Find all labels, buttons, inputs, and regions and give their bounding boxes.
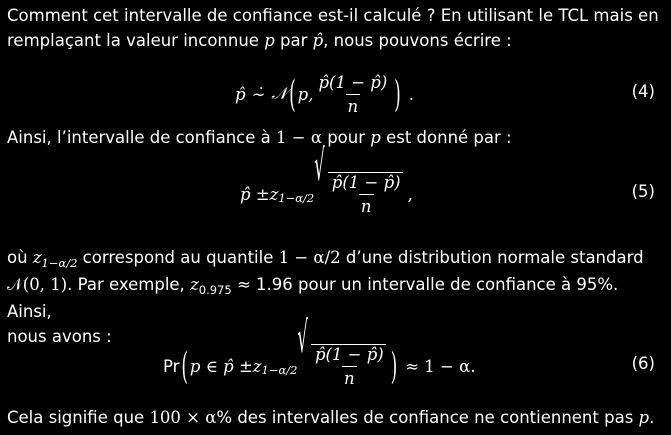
normal-dist-expr: 𝒩(0, 1) xyxy=(7,275,68,294)
eq4-numerator: p̂(1 − p̂) xyxy=(318,72,388,92)
quantile-text-b: correspond au quantile xyxy=(77,248,279,267)
var-p-2: p xyxy=(370,128,381,147)
eq6-inner: p ∈ p̂ ± xyxy=(189,356,253,376)
intro-text-b: par xyxy=(274,31,313,50)
eq4-arg1: p, xyxy=(297,84,314,104)
conclusion-paragraph xyxy=(7,405,662,430)
intro-line-2 xyxy=(7,28,662,53)
eq4-relation: ∼̇ xyxy=(251,84,266,104)
conclusion-expr: 100 × α xyxy=(149,408,217,427)
intro-line-1: Comment cet intervalle de confiance est-il calculé ? En utilisant le TCL mais en xyxy=(7,6,659,25)
eq5-z: z xyxy=(269,184,279,204)
intro-text-c: , nous pouvons écrire : xyxy=(323,31,512,50)
quantile-line-3: nous avons : xyxy=(7,327,112,346)
eq6-z-subscript: 1−α/2 xyxy=(261,363,298,377)
equation-5-body xyxy=(240,140,413,222)
eq4-tail: . xyxy=(408,84,414,104)
eq6-sqrt xyxy=(297,312,388,388)
quantile-text-c: d’une distribution normale standard xyxy=(340,248,644,267)
eq5-lhs: p̂ ± xyxy=(240,184,270,204)
quantile-expr: 1 − α/2 xyxy=(278,248,341,267)
conclusion-text-c: . xyxy=(649,408,655,427)
eq5-tail: , xyxy=(407,184,413,204)
interval-expr: 1 − α xyxy=(276,128,322,147)
eq6-fraction xyxy=(311,344,386,388)
var-p-3: p xyxy=(638,408,650,427)
eq4-fraction xyxy=(316,73,389,116)
conclusion-text-a: Cela signifie que xyxy=(7,408,150,427)
eq5-z-subscript: 1−α/2 xyxy=(278,191,315,205)
eq4-normal-symbol: 𝒩 xyxy=(271,84,288,103)
equation-4-body xyxy=(235,66,414,122)
intro-paragraph xyxy=(7,3,662,53)
eq6-tail: ≈ 1 − α. xyxy=(405,356,476,376)
quantile-z2-subscript: 0.975 xyxy=(198,283,232,297)
interval-text-b: pour xyxy=(321,128,371,147)
eq6-numerator: p̂(1 − p̂) xyxy=(314,345,384,364)
eq4-denominator: n xyxy=(346,94,361,116)
eq5-numerator: p̂(1 − p̂) xyxy=(331,173,401,192)
eq6-denominator: n xyxy=(342,366,357,388)
quantile-z-subscript: 1−α/2 xyxy=(41,256,78,270)
eq4-number: (4) xyxy=(631,82,655,101)
quantile-line-2 xyxy=(7,272,662,324)
quantile-z2: z xyxy=(190,275,199,294)
eq6-left-paren: ( xyxy=(181,345,188,387)
eq5-fraction xyxy=(328,172,403,216)
eq6-number: (6) xyxy=(631,354,655,373)
eq4-left-paren: ( xyxy=(289,73,296,115)
sqrt-icon: √ xyxy=(314,140,325,191)
eq6-pr: Pr xyxy=(163,356,180,376)
var-phat: p̂ xyxy=(312,31,324,50)
sqrt-icon: √ xyxy=(297,312,308,363)
eq6-z: z xyxy=(252,356,262,376)
eq5-sqrt xyxy=(314,140,405,216)
quantile-text-e: ≈ 1.96 pour un intervalle de confiance à 95%. Ainsi, xyxy=(7,275,619,321)
interval-paragraph xyxy=(7,125,662,150)
eq4-lhs: p̂ xyxy=(235,84,246,104)
intro-text-a: remplaçant la valeur inconnue xyxy=(7,31,265,50)
equation-6-body xyxy=(163,312,476,394)
quantile-paragraph xyxy=(7,245,662,349)
quantile-z: z xyxy=(32,248,42,267)
interval-text-a: Ainsi, l’intervalle de confiance à xyxy=(7,128,276,147)
interval-text-c: est donné par : xyxy=(380,128,512,147)
quantile-text-a: où xyxy=(7,248,33,267)
eq6-right-paren: ) xyxy=(390,345,398,387)
equation-5 xyxy=(0,140,671,222)
quantile-text-d: . Par exemple, xyxy=(67,275,191,294)
eq4-right-paren: ) xyxy=(394,73,401,115)
eq5-number: (5) xyxy=(631,182,655,201)
quantile-line-1 xyxy=(7,245,662,272)
conclusion-text-b: % des intervalles de confiance ne contiennent pas xyxy=(216,408,639,427)
var-p: p xyxy=(264,31,275,50)
equation-4 xyxy=(0,66,671,122)
eq5-denominator: n xyxy=(359,194,374,216)
